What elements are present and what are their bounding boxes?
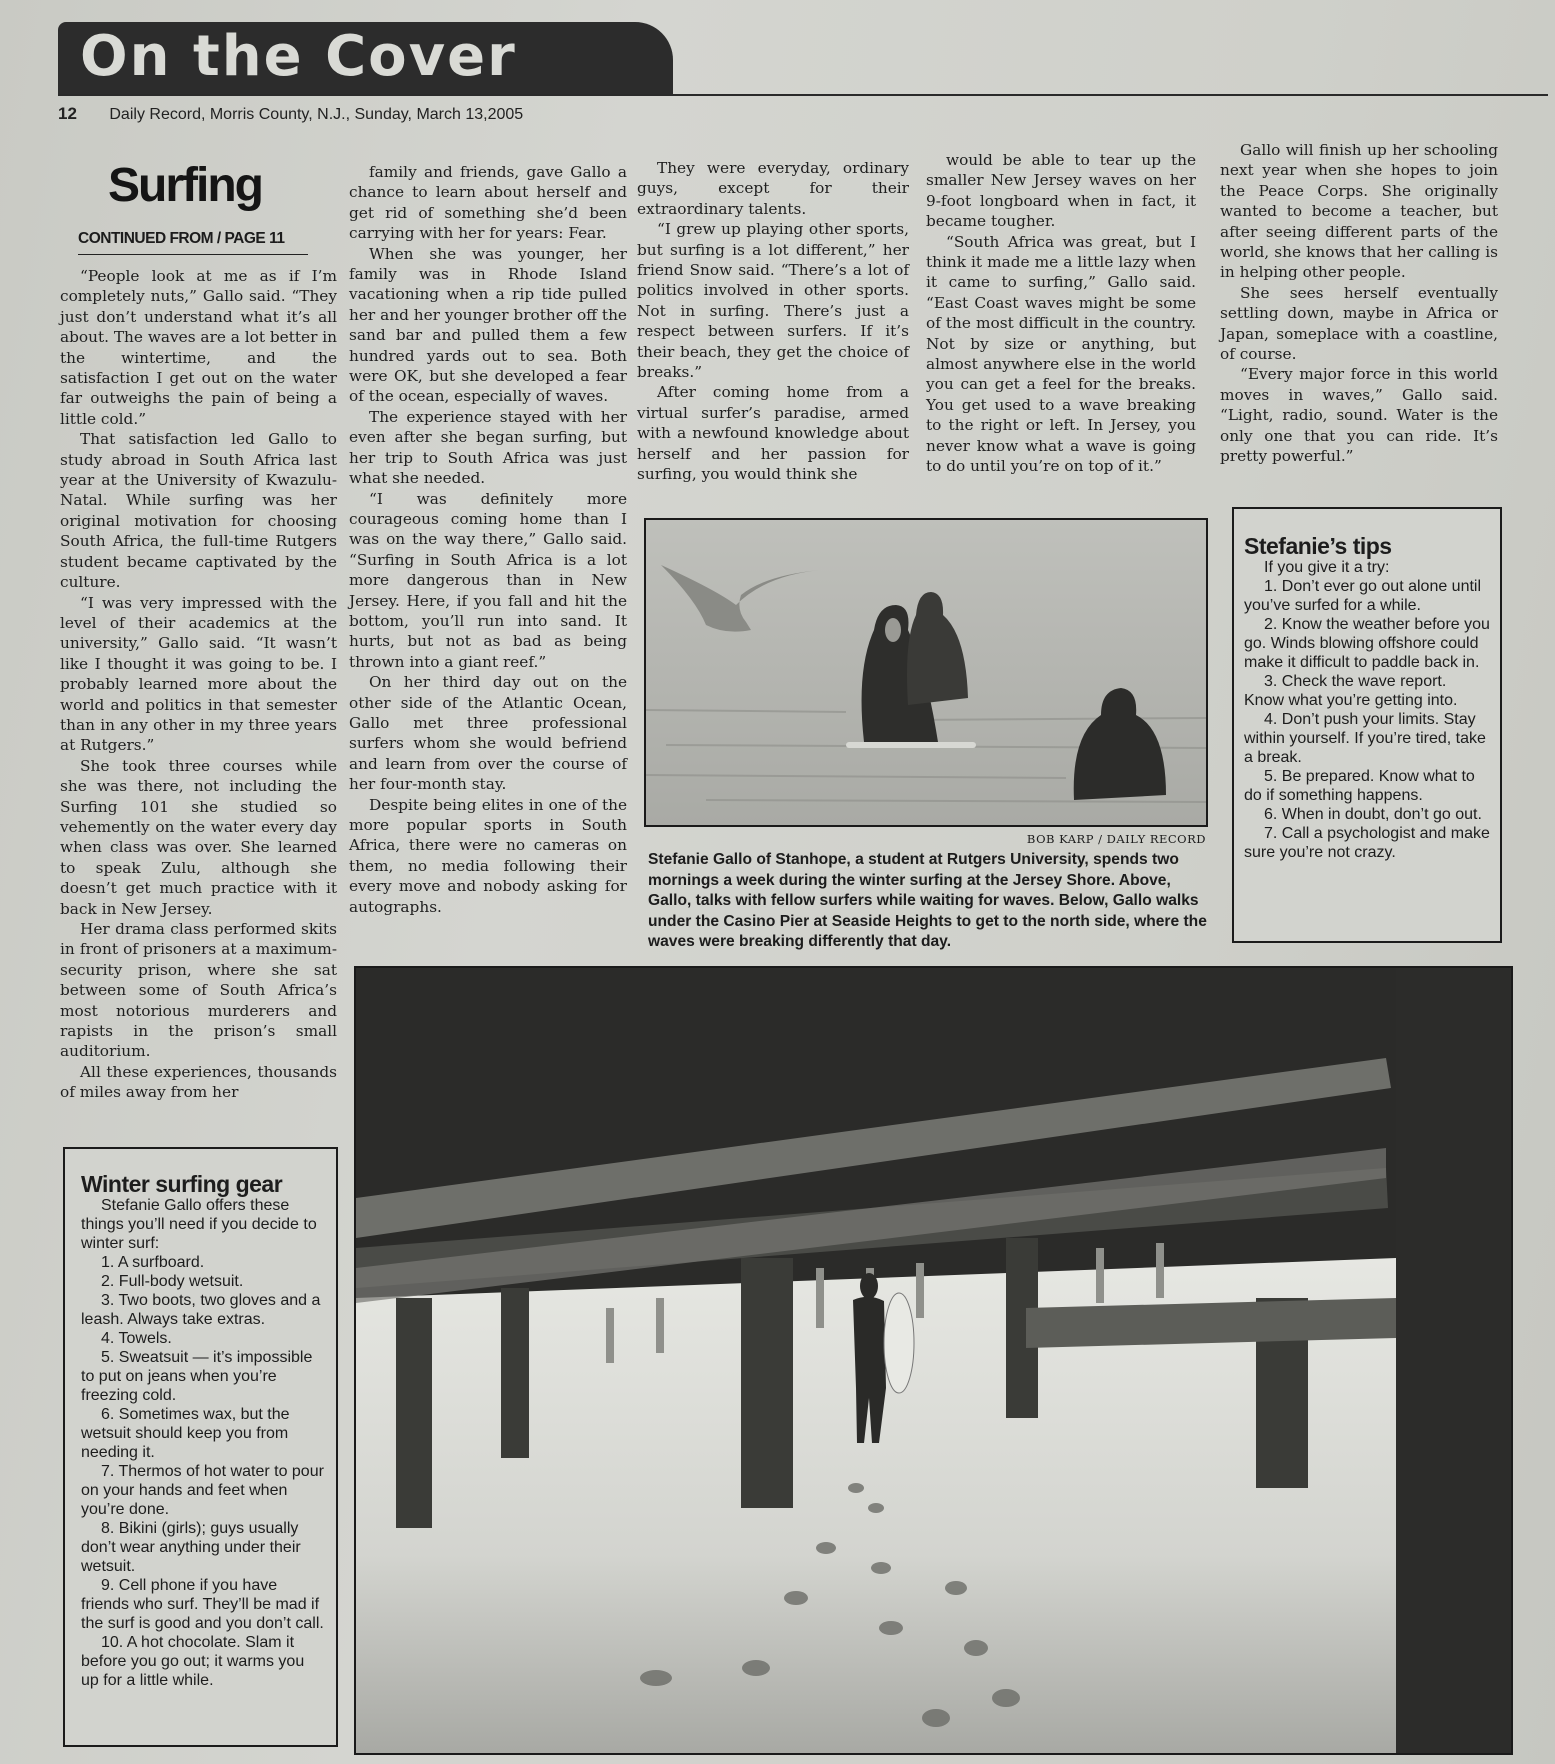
list-item: 4. Towels. [101, 1330, 172, 1347]
list-item: 2. Know the weather before you go. Winds blowing offshore could make it difficult to paddle back in. [1244, 616, 1490, 671]
list-item: 8. Bikini (girls); guys usually don’t wear anything under their wetsuit. [81, 1520, 301, 1575]
header-rule [58, 94, 1548, 96]
list-item: 4. Don’t push your limits. Stay within yourself. If you’re tired, take a break. [1244, 711, 1486, 766]
article-paragraph: “Every major force in this world moves in waves,” Gallo said. “Light, radio, sound. Water is the only one that you can ride. It’s pretty powerful.” [1220, 365, 1498, 466]
list-item: 3. Two boots, two gloves and a leash. Always take extras. [81, 1292, 321, 1328]
page-number: 12 [58, 104, 77, 123]
article-paragraph: would be able to tear up the smaller New Jersey waves on her 9-foot longboard when in fact, it became tougher. [926, 151, 1196, 231]
article-paragraph: “I was definitely more courageous coming home than I was on the way there,” Gallo said. “Surfing in South Africa is a lot more dangerous than in New Jersey. Here, if you fall and hit the bottom, you’ll run into sand. It hurts, but not as bad as being thrown into a giant reef.” [349, 489, 627, 671]
article-paragraph: They were everyday, ordinary guys, except for their extraordinary talents. [637, 159, 909, 218]
surfboard-shape [846, 742, 976, 748]
article-paragraph: “South Africa was great, but I think it made me a little lazy when it came to surfing,” Gallo said. “East Coast waves might be some of the most difficult in the country. Not by size or anything, but almost anywhere else in the world you can get a feel for the breaks. You get used to a wave breaking to the right or left. In Jersey, you never know what a wave is going to do until you’re on top of it.” [926, 232, 1196, 476]
tips-list [1244, 577, 1490, 862]
article-paragraph: On her third day out on the other side of the Atlantic Ocean, Gallo met three professional surfers whom she would befriend and learn from over the course of her four-month stay. [349, 673, 627, 794]
article-paragraph: She sees herself eventually settling down, maybe in Africa or Japan, someplace with a coastline, of course. [1220, 283, 1498, 364]
gear-list [81, 1253, 324, 1690]
article-headline: Surfing [108, 159, 262, 212]
tips-title: Stefanie’s tips [1244, 533, 1392, 559]
article-column-3 [637, 158, 909, 485]
article-paragraph: The experience stayed with her even after she began surfing, but her trip to South Africa was just what she needed. [349, 407, 627, 488]
gear-intro: Stefanie Gallo offers these things you’ll need if you decide to winter surf: [81, 1197, 317, 1252]
article-column-1 [60, 266, 337, 1103]
list-item: 3. Check the wave report. Know what you’re getting into. [1244, 673, 1458, 709]
list-item: 5. Sweatsuit — it’s impossible to put on jeans when you’re freezing cold. [81, 1349, 313, 1404]
article-paragraph: “I grew up playing other sports, but surfing is a lot different,” her friend Snow said. “There’s a lot of politics involved in other sports. Not in surfing. There’s just a respect between surfers. If it’s their beach, they get the choice of breaks.” [637, 220, 909, 382]
article-paragraph: Gallo will finish up her schooling next year when she hopes to join the Peace Corps. She originally wanted to become a teacher, but after seeing different parts of the world, she knows that her calling is in helping other people. [1220, 141, 1498, 282]
list-item: 6. Sometimes wax, but the wetsuit should keep you from needing it. [81, 1406, 290, 1461]
dateline-text: Daily Record, Morris County, N.J., Sunday, March 13,2005 [109, 106, 524, 123]
article-paragraph: When she was younger, her family was in Rhode Island vacationing when a rip tide pulled her and her younger brother off the sand bar and pulled them a few hundred yards out to sea. Both were OK, but she developed a fear of the ocean, especially of waves. [349, 244, 627, 406]
tips-box [1232, 507, 1502, 943]
article-paragraph: “People look at me as if I’m completely nuts,” Gallo said. “They just don’t understand what it’s all about. The waves are a lot better in the wintertime, and the satisfaction I get out on the water far outweighs the pain of being a little cold.” [60, 267, 337, 428]
continued-from: CONTINUED FROM / PAGE 11 [78, 230, 308, 255]
list-item: 1. Don’t ever go out alone until you’ve surfed for a while. [1244, 578, 1482, 614]
article-column-2 [349, 162, 627, 917]
article-paragraph: She took three courses while she was there, not including the Surfing 101 she studied so vehemently on the water every day when class was over. She learned to speak Zulu, although she doesn’t get much practice with it back in New Jersey. [60, 756, 337, 918]
article-paragraph: Her drama class performed skits in front of prisoners at a maximum-security prison, where she sat between some of South Africa’s most notorious murderers and rapists in the prison’s small auditorium. [60, 920, 337, 1061]
article-paragraph: family and friends, gave Gallo a chance to learn about herself and get rid of something she’d been carrying with her for years: Fear. [349, 163, 627, 243]
photo-surfers-in-water [644, 518, 1208, 827]
section-title: On the Cover [80, 24, 517, 89]
article-paragraph: After coming home from a virtual surfer’s paradise, armed with a newfound knowledge about herself and her passion for surfing, you would think she [637, 383, 909, 484]
article-paragraph: “I was very impressed with the level of their academics at the university,” Gallo said. “It wasn’t like I thought it was going to be. I probably learned more about the world and politics in that semester than in any other in my three years at Rutgers.” [60, 593, 337, 755]
list-item: 7. Thermos of hot water to pour on your hands and feet when you’re done. [81, 1463, 324, 1518]
tips-intro: If you give it a try: [1264, 559, 1390, 576]
list-item: 2. Full-body wetsuit. [101, 1273, 244, 1290]
dateline [58, 104, 523, 124]
list-item: 9. Cell phone if you have friends who surf. They’ll be mad if the surf is good and you don’t call. [81, 1577, 324, 1632]
photo-under-pier [354, 966, 1513, 1755]
section-banner [58, 22, 673, 96]
article-paragraph: That satisfaction led Gallo to study abroad in South Africa last year at the University of Kwazulu-Natal. While surfing was her original motivation for choosing South Africa, the full-time Rutgers student became captivated by the culture. [60, 430, 337, 592]
photo-credit: BOB KARP / DAILY RECORD [1026, 832, 1206, 846]
article-column-4 [926, 150, 1196, 477]
surfers-photo-image [646, 520, 1206, 825]
photo-caption: Stefanie Gallo of Stanhope, a student at Rutgers University, spends two mornings a week during the winter surfing at the Jersey Shore. Above, Gallo, talks with fellow surfers while waiting for waves. Below, Gallo walks under the Casino Pier at Seaside Heights to get to the north side, where the waves were breaking differently that day. [648, 851, 1207, 950]
article-column-5 [1220, 140, 1498, 467]
list-item: 5. Be prepared. Know what to do if something happens. [1244, 768, 1475, 804]
list-item: 10. A hot chocolate. Slam it before you go out; it warms you up for a little while. [81, 1634, 305, 1689]
list-item: 1. A surfboard. [101, 1254, 205, 1271]
article-paragraph: Despite being elites in one of the more popular sports in South Africa, there were no cameras on them, no media following their every move and nobody asking for autographs. [349, 795, 627, 916]
list-item: 6. When in doubt, don’t go out. [1264, 806, 1482, 823]
pier-photo-image [356, 968, 1511, 1753]
list-item: 7. Call a psychologist and make sure you’re not crazy. [1244, 825, 1490, 861]
article-paragraph: All these experiences, thousands of miles away from her [60, 1062, 337, 1102]
gear-title: Winter surfing gear [81, 1171, 283, 1197]
gear-box [63, 1147, 338, 1747]
